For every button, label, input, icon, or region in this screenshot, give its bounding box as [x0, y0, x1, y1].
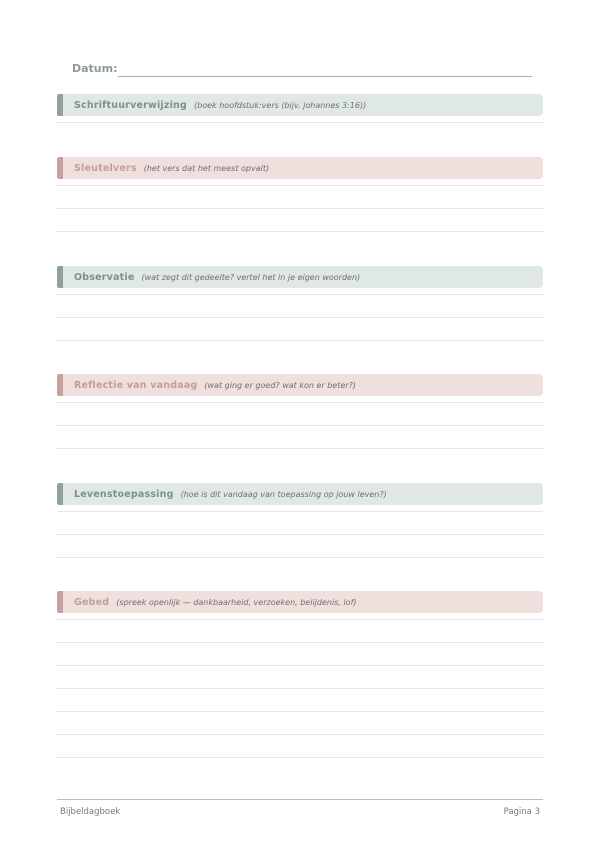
section-hint: (boek hoofdstuk:vers (bijv. johannes 3:16))	[194, 100, 367, 110]
section-header	[57, 374, 543, 396]
section-observatie	[57, 266, 543, 288]
section-hint: (spreek openlijk — dankbaarheid, verzoeken, belijdenis, lof)	[116, 597, 357, 607]
write-line[interactable]	[57, 557, 543, 558]
section-title: Sleutelvers	[74, 162, 137, 174]
date-label: Datum:	[72, 62, 118, 75]
section-schriftuurverwijzing	[57, 94, 543, 116]
footer-title: Bijbeldagboek	[60, 807, 121, 817]
write-line[interactable]	[57, 711, 543, 712]
page-number: Pagina 3	[503, 807, 540, 817]
section-header	[57, 483, 543, 505]
write-line[interactable]	[57, 425, 543, 426]
write-line[interactable]	[57, 448, 543, 449]
section-gebed	[57, 591, 543, 613]
section-title: Reflectie van vandaag	[74, 379, 198, 391]
write-line[interactable]	[57, 665, 543, 666]
write-line[interactable]	[57, 294, 543, 295]
section-title: Gebed	[74, 596, 110, 608]
write-line[interactable]	[57, 757, 543, 758]
section-title: Schriftuurverwijzing	[74, 99, 188, 111]
section-header	[57, 94, 543, 116]
write-line[interactable]	[57, 402, 543, 403]
section-reflectie	[57, 374, 543, 396]
section-sleutelvers	[57, 157, 543, 179]
write-line[interactable]	[57, 231, 543, 232]
section-title: Levenstoepassing	[74, 488, 174, 500]
date-field	[72, 62, 118, 75]
section-hint: (het vers dat het meest opvalt)	[143, 163, 270, 173]
section-hint: (hoe is dit vandaag van toepassing op jouw leven?)	[180, 489, 387, 499]
write-line[interactable]	[57, 534, 543, 535]
section-header	[57, 157, 543, 179]
section-hint: (wat zegt dit gedeelte? vertel het in je eigen woorden)	[141, 272, 361, 282]
section-header	[57, 591, 543, 613]
write-line[interactable]	[57, 317, 543, 318]
write-line[interactable]	[57, 619, 543, 620]
section-levenstoepassing	[57, 483, 543, 505]
date-write-line[interactable]	[118, 76, 532, 77]
write-line[interactable]	[57, 340, 543, 341]
write-line[interactable]	[57, 208, 543, 209]
write-line[interactable]	[57, 122, 543, 123]
write-line[interactable]	[57, 511, 543, 512]
footer-divider	[57, 799, 543, 800]
section-header	[57, 266, 543, 288]
write-line[interactable]	[57, 185, 543, 186]
write-line[interactable]	[57, 642, 543, 643]
write-line[interactable]	[57, 688, 543, 689]
section-hint: (wat ging er goed? wat kon er beter?)	[204, 380, 356, 390]
section-title: Observatie	[74, 271, 135, 283]
write-line[interactable]	[57, 734, 543, 735]
